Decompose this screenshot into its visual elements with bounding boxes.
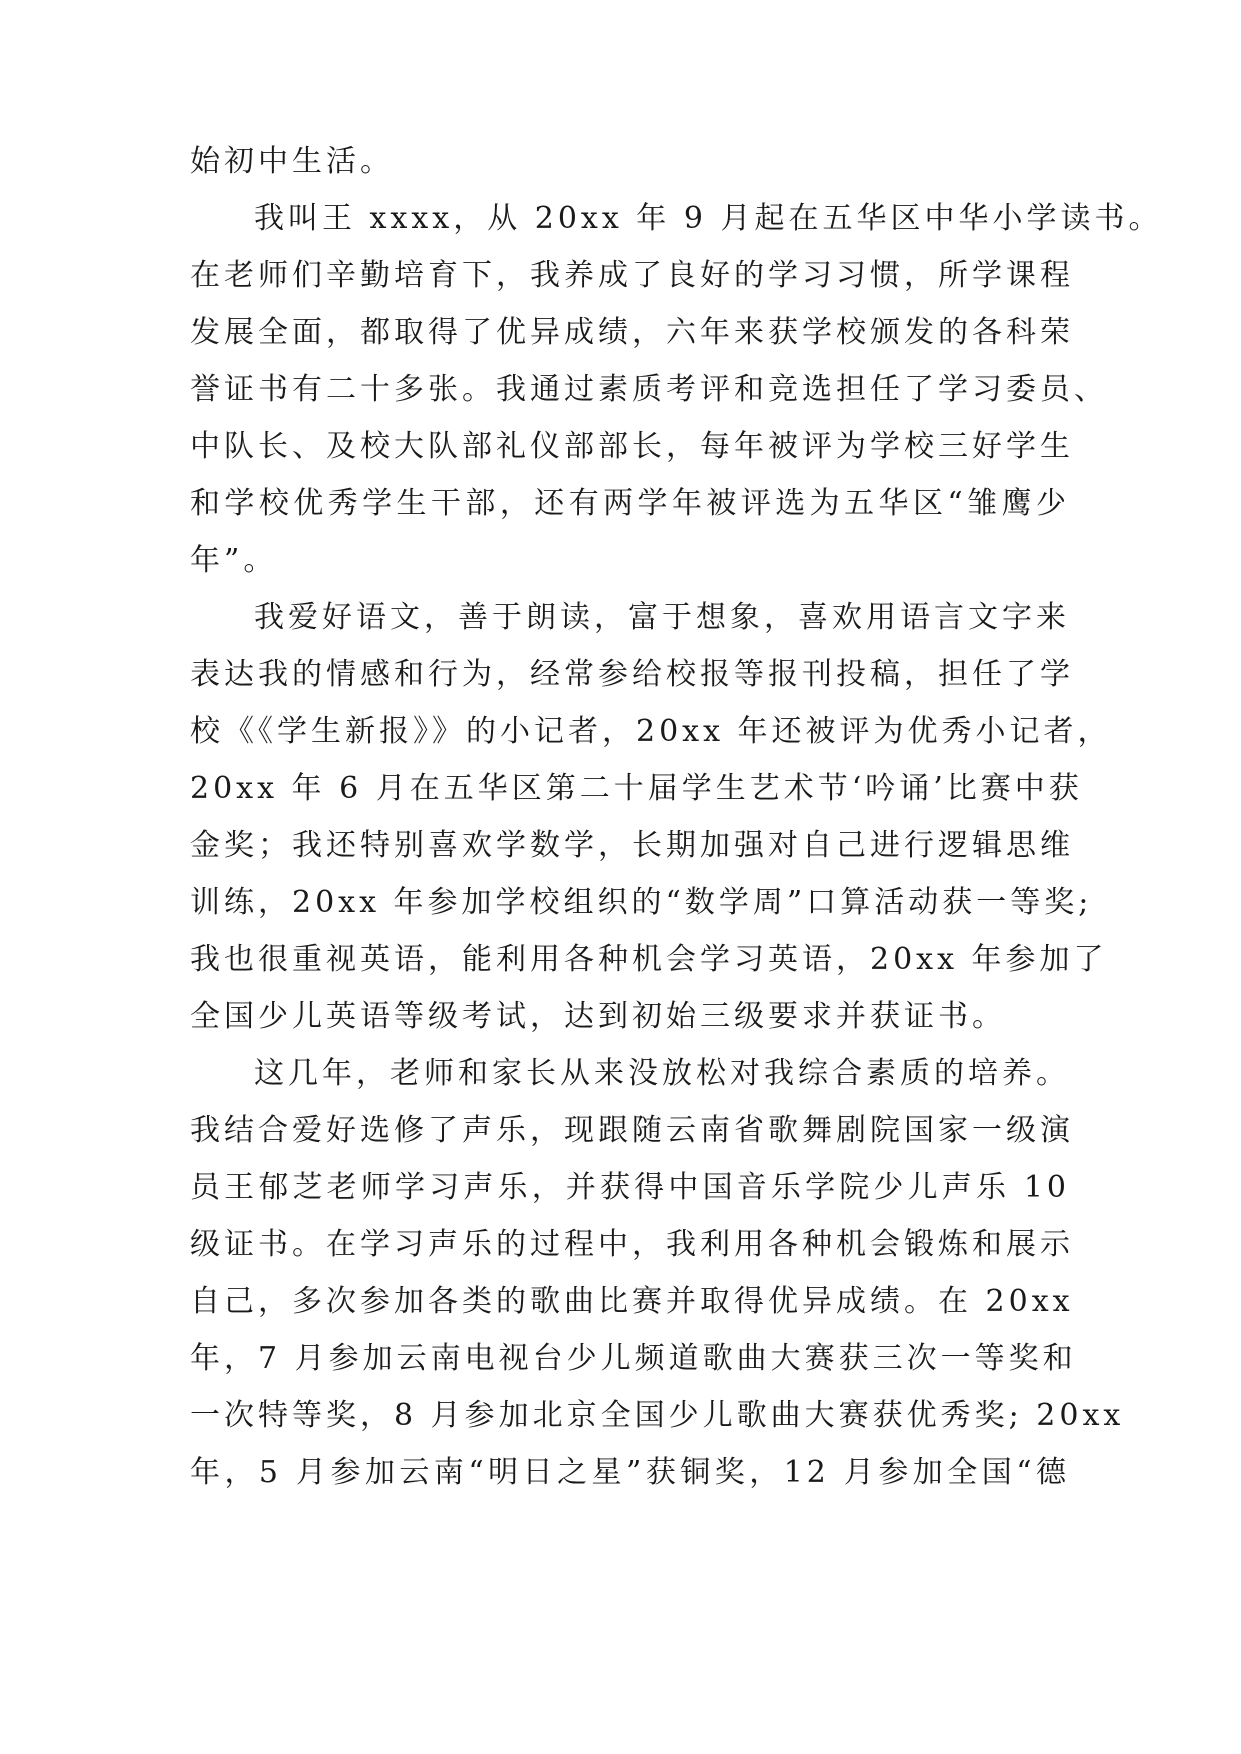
text-line: 表达我的情感和行为，经常参给校报等报刊投稿，担任了学 [190, 657, 1074, 692]
text-line: 和学校优秀学生干部，还有两学年被评选为五华区“雏鹰少 [190, 486, 1070, 521]
text-line: 始初中生活。 [190, 144, 394, 179]
text-line: 我叫王 xxxx，从 20xx 年 9 月起在五华区中华小学读书。 [254, 201, 1163, 236]
text-line: 金奖；我还特别喜欢学数学，长期加强对自己进行逻辑思维 [190, 828, 1074, 863]
text-line: 这几年，老师和家长从来没放松对我综合素质的培养。 [254, 1056, 1070, 1091]
text-line: 我结合爱好选修了声乐，现跟随云南省歌舞剧院国家一级演 [190, 1113, 1074, 1148]
text-line: 年，5 月参加云南“明日之星”获铜奖，12 月参加全国“德 [190, 1455, 1070, 1490]
text-line: 一次特等奖，8 月参加北京全国少儿歌曲大赛获优秀奖; 20xx [190, 1398, 1125, 1433]
text-line: 我也很重视英语，能利用各种机会学习英语，20xx 年参加了 [190, 942, 1108, 977]
text-line: 誉证书有二十多张。我通过素质考评和竞选担任了学习委员、 [190, 372, 1108, 407]
text-line: 校《《学生新报》》的小记者，20xx 年还被评为优秀小记者， [190, 714, 1112, 749]
text-line: 全国少儿英语等级考试，达到初始三级要求并获证书。 [190, 999, 1006, 1034]
text-line: 中队长、及校大队部礼仪部部长，每年被评为学校三好学生 [190, 429, 1074, 464]
text-line: 我爱好语文，善于朗读，富于想象，喜欢用语言文字来 [254, 600, 1070, 635]
text-line: 训练，20xx 年参加学校组织的“数学周”口算活动获一等奖; [190, 885, 1093, 920]
text-line: 在老师们辛勤培育下，我养成了良好的学习习惯，所学课程 [190, 258, 1074, 293]
text-line: 级证书。在学习声乐的过程中，我利用各种机会锻炼和展示 [190, 1227, 1074, 1262]
text-line: 年，7 月参加云南电视台少儿频道歌曲大赛获三次一等奖和 [190, 1341, 1077, 1376]
text-line: 20xx 年 6 月在五华区第二十届学生艺术节‘吟诵’比赛中获 [190, 771, 1083, 806]
text-line: 自己，多次参加各类的歌曲比赛并取得优异成绩。在 20xx [190, 1284, 1074, 1319]
text-line: 发展全面，都取得了优异成绩，六年来获学校颁发的各科荣 [190, 315, 1074, 350]
text-line: 年”。 [190, 543, 278, 578]
text-line: 员王郁芝老师学习声乐，并获得中国音乐学院少儿声乐 10 [190, 1170, 1070, 1205]
